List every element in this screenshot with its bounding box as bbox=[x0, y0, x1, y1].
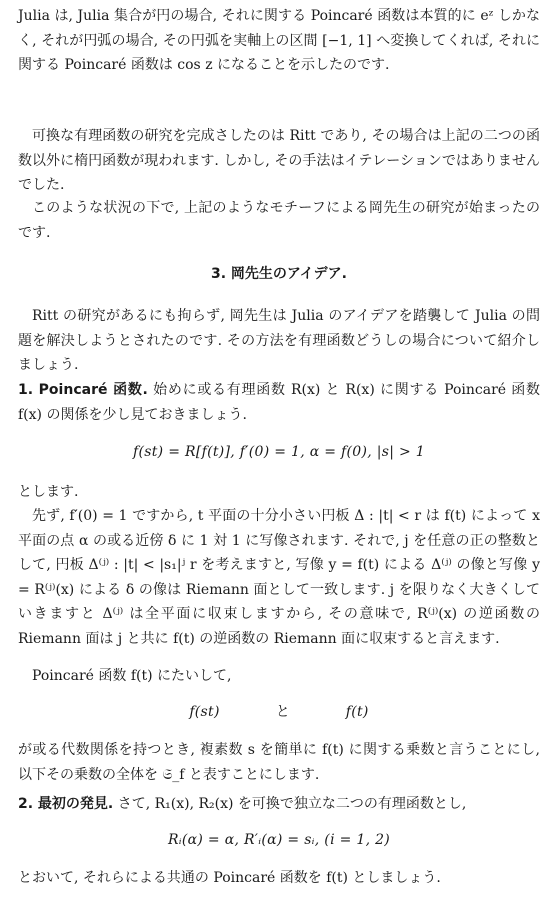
paragraph-poincare-function: Poincaré 函数 f(t) にたいして, bbox=[32, 668, 232, 684]
subsection-first-discovery-heading: 2. 最初の発見. bbox=[18, 796, 114, 812]
subsection-poincare-heading: 1. Poincaré 函数. bbox=[18, 382, 148, 398]
paragraph-disk-mapping: 先ず, f′(0) = 1 ですから, t 平面の十分小さい円板 Δ : |t| < r は f(t) によって x 平面の点 α の或る近傍 δ に 1 対 1 に写像されます. それで, j を任意の正の整数として, 円板 Δ⁽ʲ⁾ : |t| < |s₁|ʲ r を考えますと, 写像 y = f(t) による Δ⁽ʲ⁾ の像と写像 y = R⁽ʲ⁾(x) による δ の像は Riemann 面として一致します. j を限りなく大きくしていきますと Δ⁽ʲ⁾ は全平面に収束しますから, その意味で, R⁽ʲ⁾(x) の逆函数の Riemann 面は j と共に f(t) の逆函数の Riemann 面に収束すると言えます. bbox=[18, 508, 540, 647]
equation-functional: f(st) = R[f(t)], f′(0) = 1, α = f(0), |s| > 1 bbox=[133, 444, 425, 460]
subsection-first-discovery bbox=[18, 792, 540, 817]
paragraph-common-poincare: とおいて, それらによる共通の Poincaré 函数を f(t) としましょう. bbox=[18, 870, 441, 886]
paragraph-ritt: 可換な有理函数の研究を完成さしたのは Ritt であり, その場合は上記の二つの函数以外に楕円函数が現われます. しかし, その手法はイテレーションではありませんでした. bbox=[18, 128, 540, 193]
equation-pair-and: と bbox=[275, 704, 290, 720]
subsection-poincare bbox=[18, 378, 540, 427]
paragraph-julia: Julia は, Julia 集合が円の場合, それに関する Poincaré 函数は本質的に eᶻ しかなく, それが円弧の場合, その円弧を実軸上の区間 [−1, 1] へ変換してくれば, それに関する Poincaré 函数は cos z になることを示したのです. bbox=[18, 8, 540, 73]
paragraph-situation: このような状況の下で, 上記のようなモチーフによる岡先生の研究が始まったのです. bbox=[18, 200, 540, 241]
equation-commuting: Rᵢ(α) = α, R′ᵢ(α) = sᵢ, (i = 1, 2) bbox=[167, 832, 391, 848]
equation-pair-left: f(st) bbox=[189, 704, 220, 720]
paragraph-toshimasu: とします. bbox=[18, 484, 79, 500]
subsection-poincare-text: 始めに或る有理函数 R(x) と R(x) に関する Poincaré 函数 f(x) の関係を少し見ておきましょう. bbox=[18, 382, 541, 423]
subsection-first-discovery-text: さて, R₁(x), R₂(x) を可換で独立な二つの有理函数とし, bbox=[117, 796, 467, 812]
equation-pair bbox=[18, 700, 540, 725]
paragraph-oka-idea: Ritt の研究があるにも拘らず, 岡先生は Julia のアイデアを踏襲して Julia の問題を解決しようとされたのです. その方法を有理函数どうしの場合について紹介しましょう. bbox=[18, 308, 540, 373]
paragraph-multiplier: が或る代数関係を持つとき, 複素数 s を簡単に f(t) に関する乗数と言うことにし, 以下その乗数の全体を 𝔖_f と表すことにします. bbox=[18, 742, 540, 783]
section-title: 3. 岡先生のアイデア. bbox=[211, 266, 347, 282]
equation-pair-right: f(t) bbox=[345, 704, 369, 720]
